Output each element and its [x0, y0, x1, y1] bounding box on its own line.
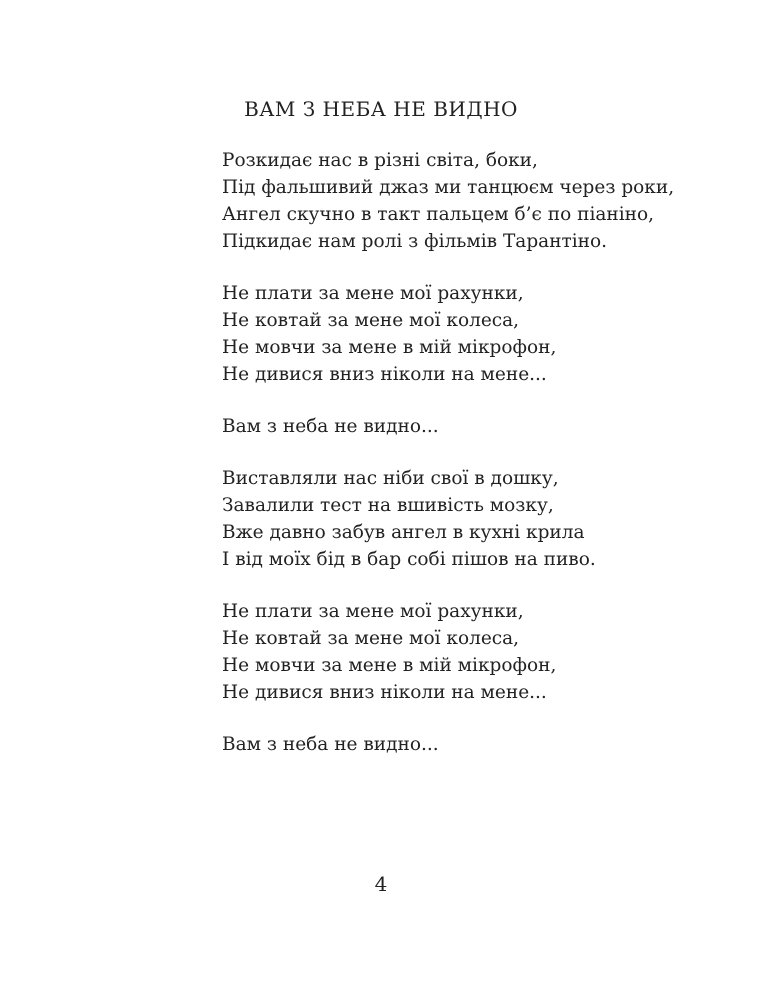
stanza-2	[222, 280, 742, 388]
poem-line: Завалили тест на вшивість мозку,	[222, 495, 554, 516]
refrain-2	[222, 731, 742, 758]
poem-line: Вже давно забув ангел в кухні крила	[222, 522, 585, 543]
poem-line: Вам з неба не видно...	[222, 416, 439, 437]
poem-line: Не дивися вниз ніколи на мене...	[222, 364, 547, 385]
stanza-4	[222, 598, 742, 706]
poem-line: Не ковтай за мене мої колеса,	[222, 628, 520, 649]
poem-line: Не дивися вниз ніколи на мене...	[222, 682, 547, 703]
stanza-1	[222, 147, 742, 255]
stanza-3	[222, 465, 742, 573]
poem-line: Не плати за мене мої рахунки,	[222, 283, 524, 304]
poem-line: Виставляли нас ніби свої в дошку,	[222, 468, 559, 489]
refrain-1	[222, 413, 742, 440]
page-number: 4	[374, 872, 388, 896]
poem-line: Підкидає нам ролі з фільмів Тарантіно.	[222, 231, 608, 252]
poem-line: Розкидає нас в різні світа, боки,	[222, 150, 538, 171]
poem-body	[222, 147, 742, 783]
poem-line: Ангел скучно в такт пальцем б’є по піаніно,	[222, 204, 655, 225]
poem-line: Не мовчи за мене в мій мікрофон,	[222, 655, 557, 676]
poem-line: Під фальшивий джаз ми танцюєм через роки,	[222, 177, 675, 198]
poem-line: Не мовчи за мене в мій мікрофон,	[222, 337, 557, 358]
poem-line: Не ковтай за мене мої колеса,	[222, 310, 520, 331]
poem-line: І від моїх бід в бар собі пішов на пиво.	[222, 549, 596, 570]
poem-title: ВАМ З НЕБА НЕ ВИДНО	[244, 97, 518, 121]
poem-line: Не плати за мене мої рахунки,	[222, 601, 524, 622]
poem-line: Вам з неба не видно...	[222, 734, 439, 755]
